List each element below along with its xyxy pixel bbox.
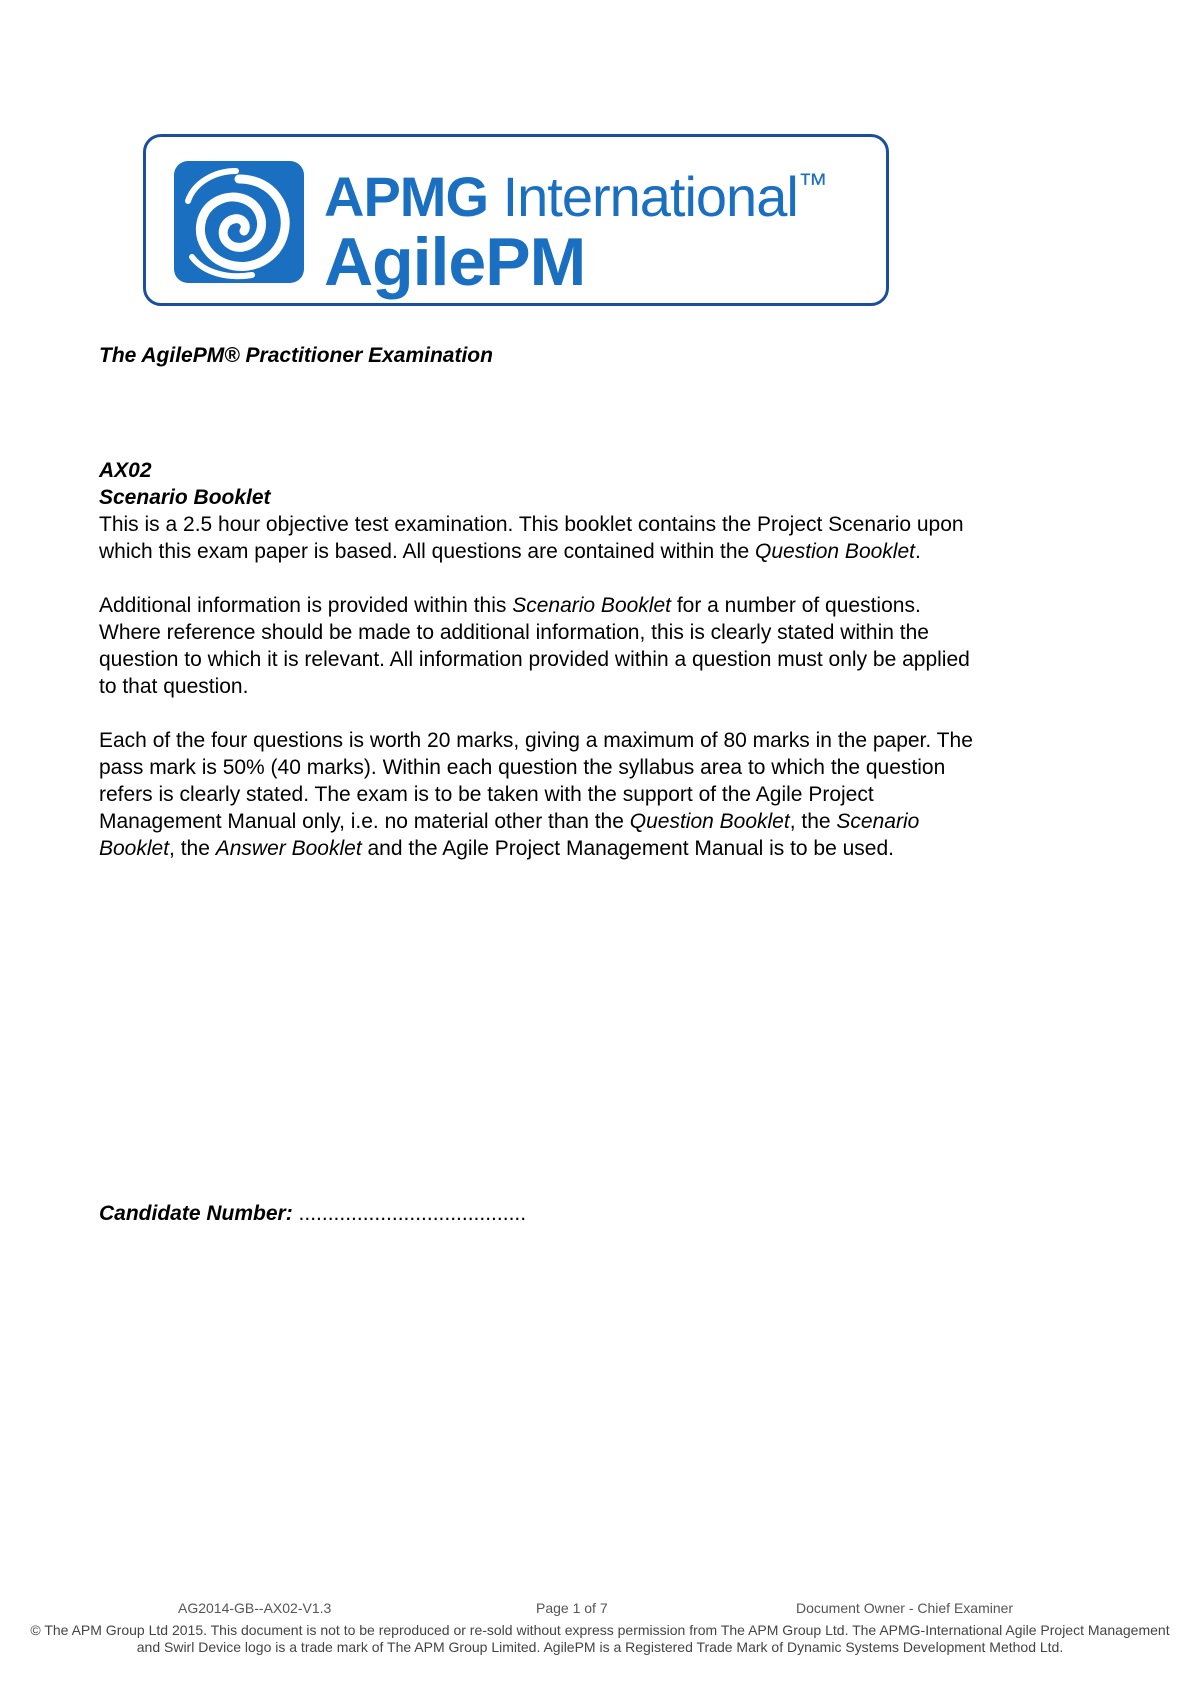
logo-org-line <box>324 155 827 227</box>
document-owner: Document Owner - Chief Examiner <box>796 1600 1014 1616</box>
candidate-number-label: Candidate Number: <box>99 1202 293 1225</box>
logo-product: AgilePM <box>324 224 586 300</box>
exam-code: AX02 <box>99 459 152 482</box>
logo-org: International <box>502 165 798 228</box>
exam-title: The AgilePM® Practitioner Examination <box>99 344 493 367</box>
candidate-number-field <box>99 1202 526 1226</box>
page-number: Page 1 of 7 <box>536 1600 608 1616</box>
candidate-number-blank: ....................................... <box>292 1202 527 1225</box>
logo-wordmark <box>324 155 827 300</box>
logo-brand: APMG <box>324 165 488 228</box>
document-code: AG2014-GB--AX02-V1.3 <box>178 1600 332 1616</box>
copyright-notice: © The APM Group Ltd 2015. This document is not to be reproduced or re-sold without express permission from The APM Group Ltd. The APMG-International Agile Project Management and Swirl Device logo is a trade mark of The APM Group Limited. AgilePM is a Registered Trade Mark of Dynamic Systems Development Method Ltd. <box>30 1622 1170 1655</box>
booklet-title: Scenario Booklet <box>99 486 271 509</box>
logo-trademark: ™ <box>797 168 827 201</box>
booklet-content <box>99 457 979 889</box>
marking-paragraph: Each of the four questions is worth 20 marks, giving a maximum of 80 marks in the paper. The pass mark is 50% (40 marks). Within each question the syllabus area to which the question refers is clearly stated. The exam is to be taken with the support of the Agile Project Management Manual only, i.e. no material other than the Question Booklet, the Scenario Booklet, the Answer Booklet and the Agile Project Management Manual is to be used. <box>99 729 973 860</box>
apmg-logo <box>143 134 889 306</box>
additional-info-paragraph: Additional information is provided within this Scenario Booklet for a number of questions. Where reference should be made to additional information, this is clearly stated within the question to which it is relevant. All information provided within a question must only be applied to that question. <box>99 594 970 698</box>
swirl-icon <box>174 161 304 283</box>
intro-paragraph: This is a 2.5 hour objective test examination. This booklet contains the Project Scenario upon which this exam paper is based. All questions are contained within the Question Booklet. <box>99 513 964 563</box>
